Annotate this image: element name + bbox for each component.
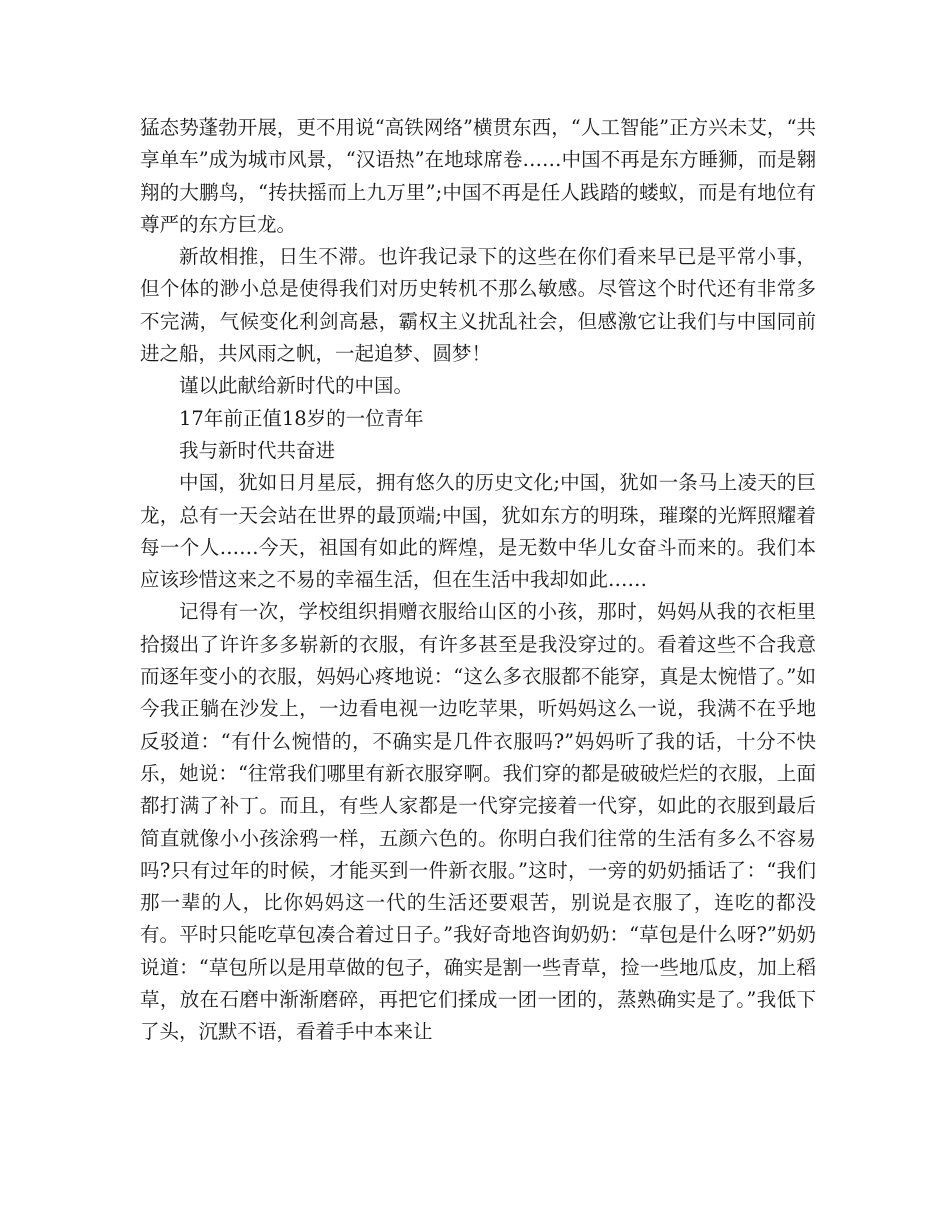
paragraph-4: 17年前正值18岁的一位青年 — [179, 406, 424, 430]
paragraph-3: 谨以此献给新时代的中国。 — [179, 374, 414, 398]
paragraph-6: 中国，犹如日月星辰，拥有悠久的历史文化;中国，犹如一条马上凌天的巨龙，总有一天会站在世界的最顶端;中国，犹如东方的明珠，璀璨的光辉照耀着每一个人……今天，祖国有如此的辉煌，是无数中华儿女奋斗而来的。我们本应该珍惜这来之不易的幸福生活，但在生活中我却如此…… — [140, 471, 816, 592]
document-body — [140, 112, 816, 1049]
paragraph-1: 猛态势蓬勃开展，更不用说“高铁网络”横贯东西，“人工智能”正方兴未艾，“共享单车”成为城市风景，“汉语热”在地球席卷……中国不再是东方睡狮，而是翱翔的大鹏鸟，“抟扶摇而上九万里”;中国不再是任人践踏的蝼蚁，而是有地位有尊严的东方巨龙。 — [140, 116, 816, 236]
paragraph-5: 我与新时代共奋进 — [179, 438, 336, 462]
paragraph-2: 新故相推，日生不滞。也许我记录下的这些在你们看来早已是平常小事，但个体的渺小总是使得我们对历史转机不那么敏感。尽管这个时代还有非常多不完满，气候变化利剑高悬，霸权主义扰乱社会，但感激它让我们与中国同前进之船，共风雨之帆，一起追梦、圆梦！ — [140, 245, 816, 366]
paragraph-7: 记得有一次，学校组织捐赠衣服给山区的小孩，那时，妈妈从我的衣柜里拾掇出了许许多多崭新的衣服，有许多甚至是我没穿过的。看着这些不合我意而逐年变小的衣服，妈妈心疼地说：“这么多衣服都不能穿，真是太惋惜了。”如今我正躺在沙发上，一边看电视一边吃苹果，听妈妈这么一说，我满不在乎地反驳道：“有什么惋惜的，不确实是几件衣服吗?”妈妈听了我的话，十分不快乐，她说：“往常我们哪里有新衣服穿啊。我们穿的都是破破烂烂的衣服，上面都打满了补丁。而且，有些人家都是一代穿完接着一代穿，如此的衣服到最后简直就像小小孩涂鸦一样，五颜六色的。你明白我们往常的生活有多么不容易吗?只有过年的时候，才能买到一件新衣服。”这时，一旁的奶奶插话了：“我们那一辈的人，比你妈妈这一代的生活还要艰苦，别说是衣服了，连吃的都没有。平时只能吃草包凑合着过日子。”我好奇地咨询奶奶：“草包是什么呀?”奶奶说道：“草包所以是用草做的包子，确实是割一些青草，捡一些地瓜皮，加上稻草，放在石磨中渐渐磨碎，再把它们揉成一团一团的，蒸熟确实是了。”我低下了头，沉默不语，看着手中本来让 — [140, 600, 816, 1044]
